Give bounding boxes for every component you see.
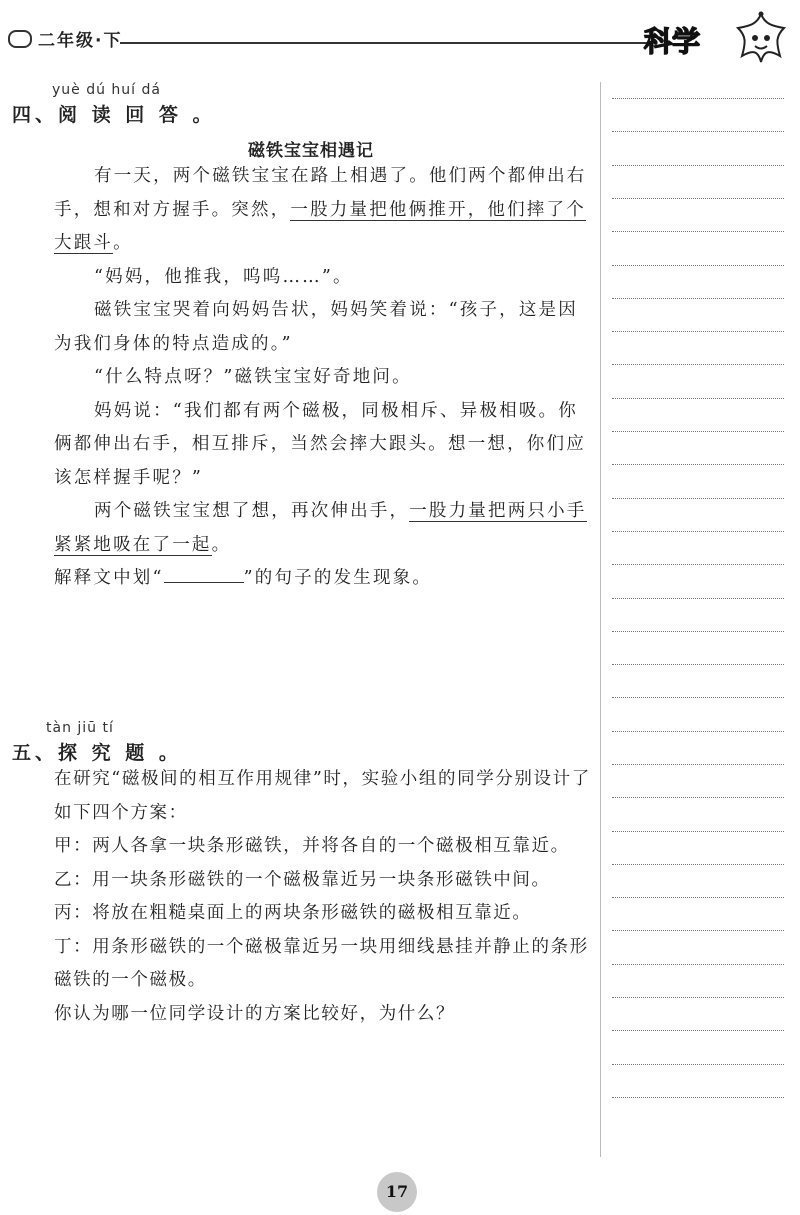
note-line — [612, 231, 784, 232]
section5-heading: 五、探 究 题 。 — [12, 742, 182, 764]
note-line — [612, 331, 784, 332]
passage-title: 磁铁宝宝相遇记 — [248, 141, 374, 161]
note-line — [612, 831, 784, 832]
grade-label — [8, 26, 122, 51]
header-ornament-icon — [8, 30, 32, 48]
header-rule — [120, 42, 650, 44]
note-line — [612, 964, 784, 965]
note-line — [612, 598, 784, 599]
section4-pinyin: yuè dú huí dá — [52, 82, 161, 98]
plan-ding: 丁：用条形磁铁的一个磁极靠近另一块用细线悬挂并静止的条形磁铁的一个磁极。 — [54, 936, 589, 990]
note-line — [612, 398, 784, 399]
section5-intro: 在研究“磁极间的相互作用规律”时，实验小组的同学分别设计了如下四个方案： — [54, 769, 591, 823]
note-line — [612, 198, 784, 199]
note-line — [612, 631, 784, 632]
note-line — [612, 298, 784, 299]
underlined-sentence-2: 一股力量把两只小手紧紧地吸在了一起 — [54, 501, 587, 555]
section4-question: 解释文中划“ ”的句子的发生现象。 — [54, 562, 594, 596]
note-line — [612, 464, 784, 465]
note-line — [612, 1064, 784, 1065]
note-line — [612, 131, 784, 132]
note-line — [612, 797, 784, 798]
section5-question: 你认为哪一位同学设计的方案比较好，为什么？ — [54, 1003, 456, 1024]
section4-heading: 四、阅 读 回 答 。 — [12, 104, 216, 126]
note-line — [612, 1097, 784, 1098]
passage-paragraph-5: 妈妈说：“我们都有两个磁极，同极相斥、异极相吸。你俩都伸出右手，相互排斥，当然会摔大跟头。想一想，你们应该怎样握手呢？” — [54, 400, 586, 488]
section5-body — [54, 763, 594, 1031]
note-line — [612, 897, 784, 898]
mascot-icon — [732, 10, 790, 70]
note-line — [612, 664, 784, 665]
note-line — [612, 98, 784, 99]
page-number: 17 — [377, 1172, 417, 1212]
note-line — [612, 498, 784, 499]
note-line — [612, 564, 784, 565]
plan-bing: 丙：将放在粗糙桌面上的两块条形磁铁的磁极相互靠近。 — [54, 903, 532, 923]
plan-jia: 甲：两人各拿一块条形磁铁，并将各自的一个磁极相互靠近。 — [54, 836, 570, 856]
passage-paragraph-1: 有一天，两个磁铁宝宝在路上相遇了。他们两个都伸出右手，想和对方握手。突然，一股力量把他俩推开，他们摔了个大跟斗。 — [54, 166, 587, 253]
subject-label: 科学 — [644, 25, 701, 58]
notes-divider — [600, 82, 601, 1157]
note-line — [612, 764, 784, 765]
note-line — [612, 930, 784, 931]
passage-body — [54, 160, 594, 596]
note-line — [612, 165, 784, 166]
note-line — [612, 731, 784, 732]
note-line — [612, 1030, 784, 1031]
note-line — [612, 364, 784, 365]
plan-yi: 乙：用一块条形磁铁的一个磁极靠近另一块条形磁铁中间。 — [54, 869, 551, 890]
note-line — [612, 265, 784, 266]
grade-label-text: 二年级·下 — [38, 31, 123, 51]
note-line — [612, 697, 784, 698]
note-line — [612, 864, 784, 865]
note-line — [612, 431, 784, 432]
passage-paragraph-4: “什么特点呀？”磁铁宝宝好奇地问。 — [94, 367, 412, 387]
passage-paragraph-2: “妈妈，他推我，呜呜……”。 — [94, 266, 353, 287]
note-line — [612, 531, 784, 532]
section5-pinyin: tàn jiū tí — [46, 720, 114, 736]
underline-blank — [164, 564, 244, 583]
passage-paragraph-6: 两个磁铁宝宝想了想，再次伸出手，一股力量把两只小手紧紧地吸在了一起。 — [54, 501, 587, 555]
underlined-sentence-1: 一股力量把他俩推开，他们摔了个大跟斗 — [54, 199, 586, 253]
passage-paragraph-3: 磁铁宝宝哭着向妈妈告状，妈妈笑着说：“孩子，这是因为我们身体的特点造成的。” — [54, 300, 578, 354]
note-line — [612, 997, 784, 998]
